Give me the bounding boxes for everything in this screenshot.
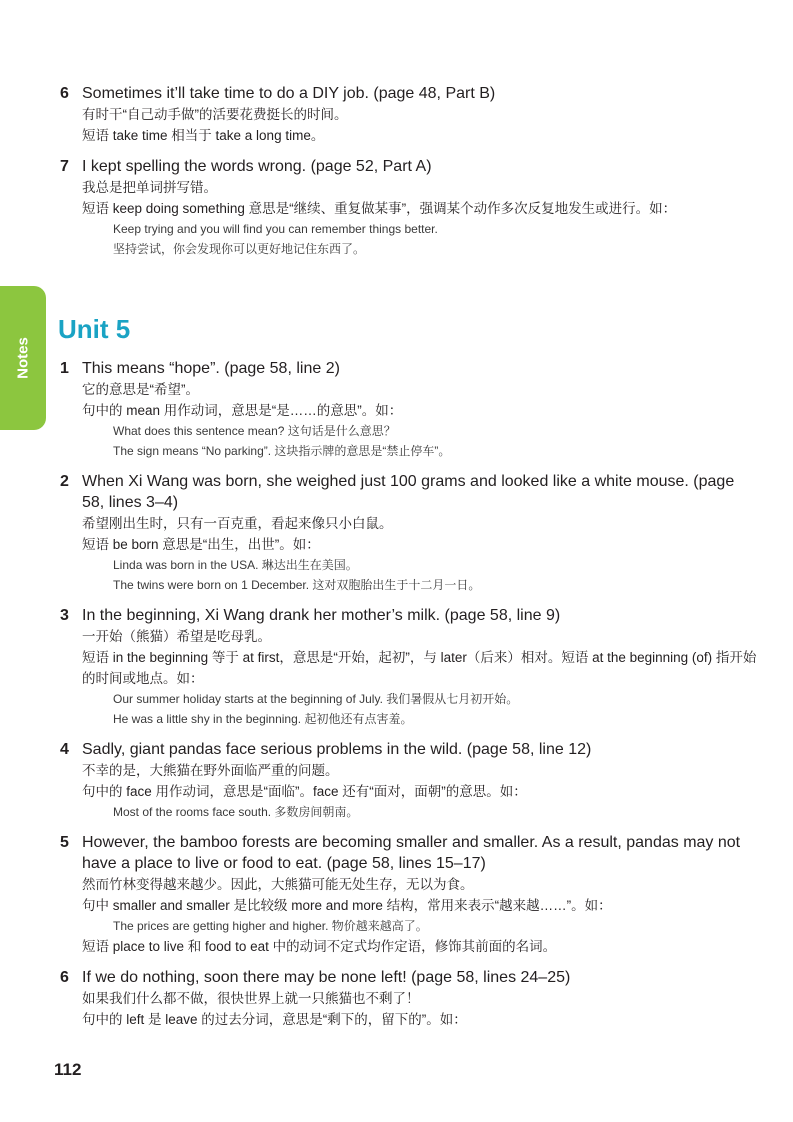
note-chinese: 短语 place to live 和 food to eat 中的动词不定式均作定语，修饰其前面的名词。 [82, 939, 557, 954]
note-chinese: 短语 take time 相当于 take a long time。 [82, 128, 325, 143]
note-chinese: 句中的 left 是 leave 的过去分词，意思是“剩下的，留下的”。如： [82, 1012, 467, 1027]
note-example: He was a little shy in the beginning. 起初他还有点害羞。 [113, 712, 413, 726]
note-example: Our summer holiday starts at the beginning of July. 我们暑假从七月初开始。 [113, 692, 519, 706]
note-number: 2 [60, 473, 69, 490]
note-number: 4 [60, 741, 69, 758]
note-example: Linda was born in the USA. 琳达出生在美国。 [113, 558, 358, 572]
note-chinese: 短语 in the beginning 等于 at first，意思是“开始，起初”，与 later（后来）相对。短语 at the beginning (of) 指开始的时间或地点。如： [82, 650, 757, 686]
note-number: 1 [60, 360, 69, 377]
note-example: What does this sentence mean? 这句话是什么意思？ [113, 424, 396, 438]
note-english: However, the bamboo forests are becoming smaller and smaller. As a result, pandas may not have a place to live or food to eat. (page 58, lines 15–17) [82, 834, 741, 872]
note-example: Keep trying and you will find you can remember things better. [113, 222, 438, 236]
note-chinese: 一开始（熊猫）希望是吃母乳。 [82, 629, 271, 644]
previous-unit-notes [0, 83, 793, 259]
note-number: 6 [60, 85, 69, 102]
note-english: I kept spelling the words wrong. (page 52, Part A) [82, 158, 432, 175]
note-english: Sometimes it’ll take time to do a DIY job. (page 48, Part B) [82, 85, 496, 102]
note-english: Sadly, giant pandas face serious problems in the wild. (page 58, line 12) [82, 741, 592, 758]
note-number: 6 [60, 969, 69, 986]
note-chinese: 它的意思是“希望”。 [82, 382, 199, 397]
note-chinese: 句中的 face 用作动词，意思是“面临”。face 还有“面对，面朝”的意思。如： [82, 784, 527, 799]
note-chinese: 短语 be born 意思是“出生，出世”。如： [82, 537, 320, 552]
note-example: The sign means “No parking”. 这块指示牌的意思是“禁止停车”。 [113, 444, 451, 458]
note-chinese: 有时干“自己动手做”的活要花费挺长的时间。 [82, 107, 348, 122]
note-chinese: 短语 keep doing something 意思是“继续、重复做某事”，强调某个动作多次反复地发生或进行。如： [82, 201, 677, 216]
note-example: The twins were born on 1 December. 这对双胞胎出生于十二月一日。 [113, 578, 481, 592]
note-chinese: 句中 smaller and smaller 是比较级 more and more 结构，常用来表示“越来越……”。如： [82, 898, 612, 913]
note-chinese: 不幸的是，大熊猫在野外面临严重的问题。 [82, 763, 339, 778]
note-english: This means “hope”. (page 58, line 2) [82, 360, 340, 377]
note-chinese: 希望刚出生时，只有一百克重，看起来像只小白鼠。 [82, 516, 393, 531]
page-number: 112 [54, 1060, 82, 1079]
note-english: When Xi Wang was born, she weighed just 100 grams and looked like a white mouse. (page 58, lines 3–4) [82, 473, 735, 511]
note-item [0, 156, 793, 259]
note-item [0, 832, 793, 957]
note-item [0, 358, 793, 461]
notes-tab-label: Notes [14, 337, 32, 379]
note-english: In the beginning, Xi Wang drank her mother’s milk. (page 58, line 9) [82, 607, 561, 624]
note-item [0, 471, 793, 595]
unit-heading: Unit 5 [58, 314, 131, 344]
note-chinese: 句中的 mean 用作动词，意思是“是……的意思”。如： [82, 403, 403, 418]
unit5-notes [0, 358, 793, 1030]
note-chinese: 然而竹林变得越来越少。因此，大熊猫可能无处生存，无以为食。 [82, 877, 474, 892]
note-chinese: 我总是把单词拼写错。 [82, 180, 217, 195]
note-number: 7 [60, 158, 69, 175]
note-english: If we do nothing, soon there may be none left! (page 58, lines 24–25) [82, 969, 571, 986]
note-number: 3 [60, 607, 69, 624]
note-chinese: 如果我们什么都不做，很快世界上就一只熊猫也不剩了！ [82, 991, 420, 1006]
note-item [0, 83, 793, 146]
note-number: 5 [60, 834, 69, 851]
note-item [0, 967, 793, 1030]
note-example: 坚持尝试，你会发现你可以更好地记住东西了。 [113, 242, 366, 256]
note-example: The prices are getting higher and higher. 物价越来越高了。 [113, 919, 428, 933]
note-item [0, 605, 793, 729]
note-example: Most of the rooms face south. 多数房间朝南。 [113, 805, 359, 819]
note-item [0, 739, 793, 822]
